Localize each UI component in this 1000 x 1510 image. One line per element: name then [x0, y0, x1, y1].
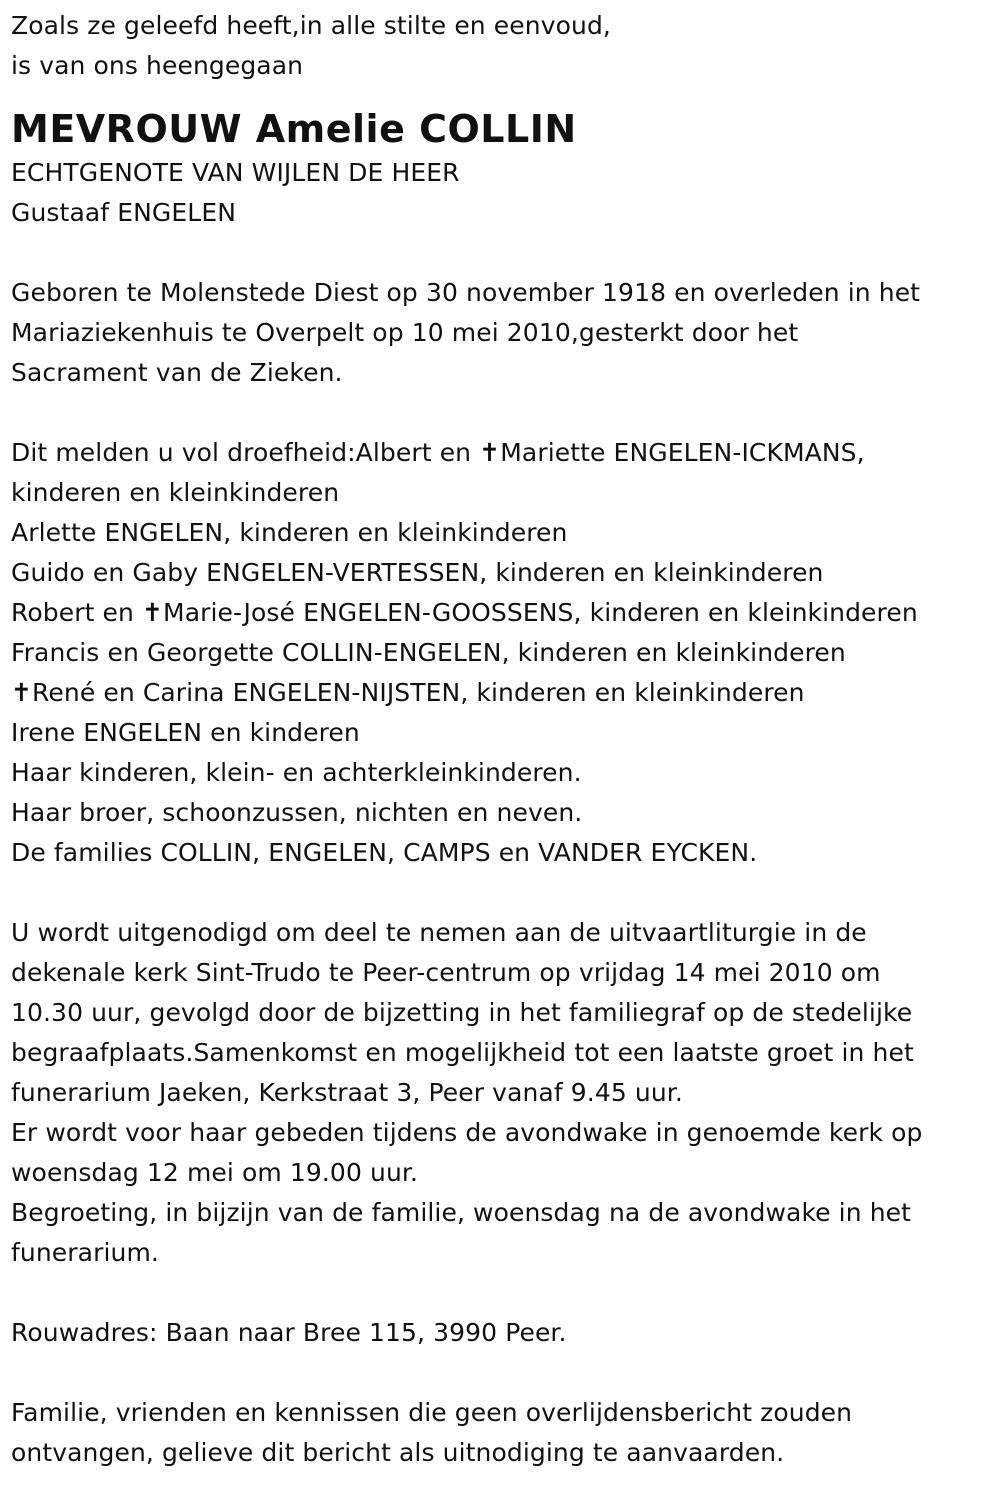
paragraph-line: funerarium Jaeken, Kerkstraat 3, Peer vanaf 9.45 uur.: [11, 1078, 683, 1107]
family-line: ✝René en Carina ENGELEN-NIJSTEN, kinderen en kleinkinderen: [11, 678, 805, 707]
deceased-name: MEVROUW Amelie COLLIN: [11, 107, 577, 151]
deceased-block: [11, 106, 991, 233]
paragraph-line: Mariaziekenhuis te Overpelt op 10 mei 2010,gesterkt door het: [11, 318, 799, 347]
paragraph-line: woensdag 12 mei om 19.00 uur.: [11, 1158, 419, 1187]
intro-line: Zoals ze geleefd heeft,in alle stilte en eenvoud,: [11, 11, 611, 40]
paragraph-line: Sacrament van de Zieken.: [11, 358, 343, 387]
paragraph-line: Er wordt voor haar gebeden tijdens de avondwake in genoemde kerk op: [11, 1118, 923, 1147]
closing-paragraph: [11, 1393, 991, 1473]
paragraph-line: funerarium.: [11, 1238, 159, 1267]
family-line: Robert en ✝Marie-José ENGELEN-GOOSSENS, kinderen en kleinkinderen: [11, 598, 918, 627]
family-line: Arlette ENGELEN, kinderen en kleinkinderen: [11, 518, 568, 547]
paragraph-line: ontvangen, gelieve dit bericht als uitnodiging te aanvaarden.: [11, 1438, 785, 1467]
spacer: [11, 86, 991, 106]
family-line: Haar broer, schoonzussen, nichten en neven.: [11, 798, 583, 827]
relation-line: ECHTGENOTE VAN WIJLEN DE HEER: [11, 158, 460, 187]
paragraph-line: U wordt uitgenodigd om deel te nemen aan de uitvaartliturgie in de: [11, 918, 867, 947]
funeral-paragraph: [11, 913, 991, 1273]
paragraph-line: Geboren te Molenstede Diest op 30 november 1918 en overleden in het: [11, 278, 921, 307]
paragraph-line: Familie, vrienden en kennissen die geen overlijdensbericht zouden: [11, 1398, 853, 1427]
family-line: Dit melden u vol droefheid:Albert en ✝Mariette ENGELEN-ICKMANS,: [11, 438, 865, 467]
spacer: [11, 233, 991, 273]
mourning-address: Rouwadres: Baan naar Bree 115, 3990 Peer.: [11, 1318, 567, 1347]
intro-line: is van ons heengegaan: [11, 51, 304, 80]
relation-line: Gustaaf ENGELEN: [11, 198, 237, 227]
obituary-notice: [11, 6, 991, 1473]
family-line: Guido en Gaby ENGELEN-VERTESSEN, kinderen en kleinkinderen: [11, 558, 824, 587]
family-line: De families COLLIN, ENGELEN, CAMPS en VANDER EYCKEN.: [11, 838, 758, 867]
spacer: [11, 393, 991, 433]
birth-death-paragraph: [11, 273, 991, 393]
paragraph-line: dekenale kerk Sint-Trudo te Peer-centrum op vrijdag 14 mei 2010 om: [11, 958, 881, 987]
family-line: Irene ENGELEN en kinderen: [11, 718, 360, 747]
spacer: [11, 1273, 991, 1313]
intro-text: [11, 6, 991, 86]
paragraph-line: Begroeting, in bijzijn van de familie, woensdag na de avondwake in het: [11, 1198, 912, 1227]
spacer: [11, 873, 991, 913]
spacer: [11, 1353, 991, 1393]
family-line: kinderen en kleinkinderen: [11, 478, 340, 507]
paragraph-line: begraafplaats.Samenkomst en mogelijkheid tot een laatste groet in het: [11, 1038, 914, 1067]
family-line: Haar kinderen, klein- en achterkleinkinderen.: [11, 758, 582, 787]
family-list: [11, 433, 991, 873]
paragraph-line: 10.30 uur, gevolgd door de bijzetting in het familiegraf op de stedelijke: [11, 998, 913, 1027]
family-line: Francis en Georgette COLLIN-ENGELEN, kinderen en kleinkinderen: [11, 638, 846, 667]
